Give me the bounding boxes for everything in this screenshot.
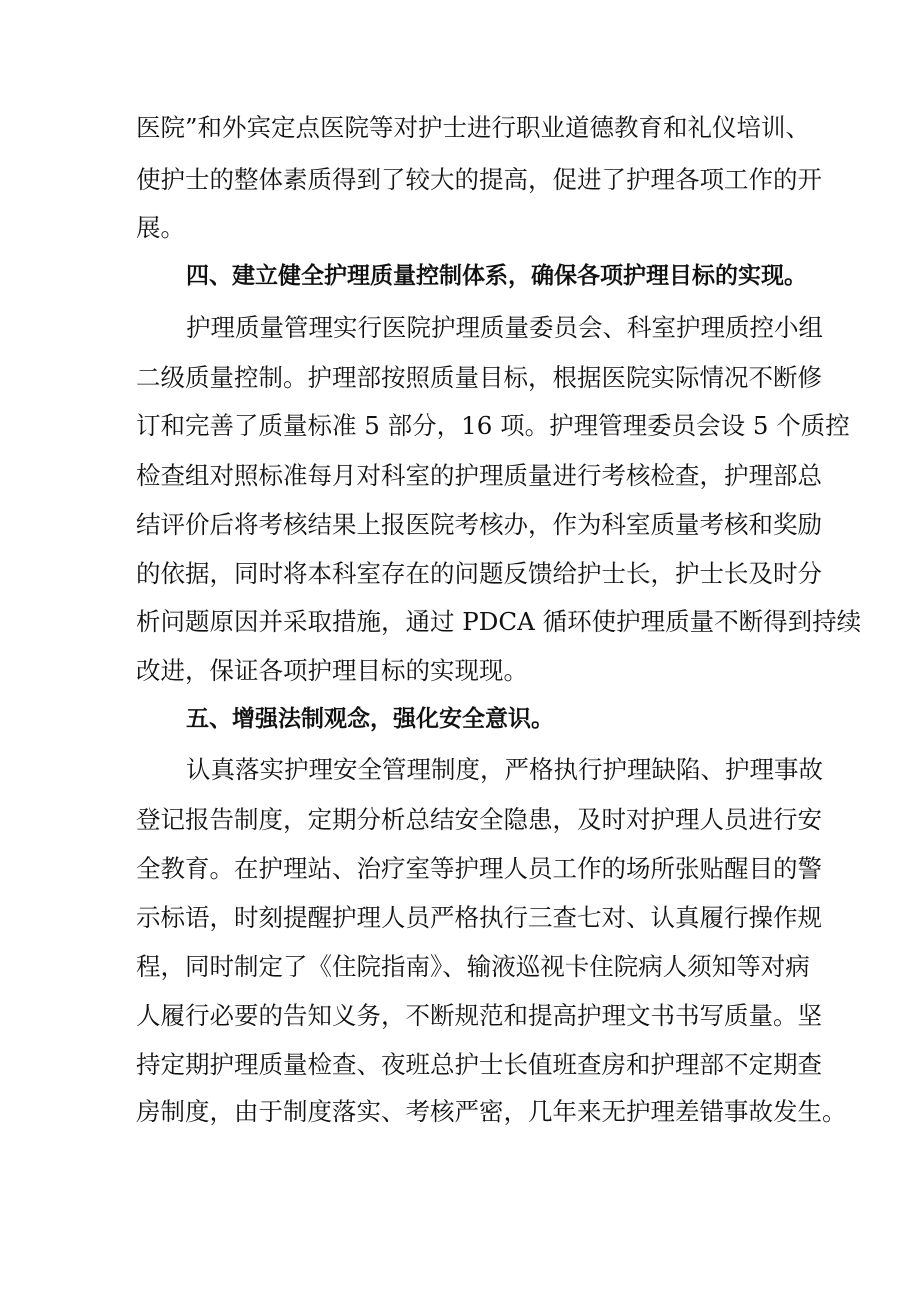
paragraph-line: 护理质量管理实行医院护理质量委员会、科室护理质控小组 [186, 313, 823, 342]
paragraph-line: 的依据，同时将本科室存在的问题反馈给护士长，护士长及时分 [136, 559, 822, 588]
paragraph-line: 登记报告制度，定期分析总结安全隐患，及时对护理人员进行安 [136, 805, 822, 834]
section-heading-4: 四、建立健全护理质量控制体系，确保各项护理目标的实现。 [186, 263, 807, 289]
paragraph-line: 结评价后将考核结果上报医院考核办，作为科室质量考核和奖励 [136, 510, 822, 539]
section-heading-5: 五、增强法制观念，强化安全意识。 [186, 706, 554, 732]
paragraph-line: 使护士的整体素质得到了较大的提高，促进了护理各项工作的开 [136, 165, 822, 194]
paragraph-line: 人履行必要的告知义务，不断规范和提高护理文书书写质量。坚 [136, 1001, 822, 1030]
paragraph-line: 房制度，由于制度落实、考核严密，几年来无护理差错事故发生。 [136, 1097, 847, 1126]
paragraph-line: 全教育。在护理站、治疗室等护理人员工作的场所张贴醒目的警 [136, 854, 822, 883]
paragraph-line: 医院”和外宾定点医院等对护士进行职业道德教育和礼仪培训、 [136, 113, 811, 142]
paragraph-line: 析问题原因并采取措施，通过 PDCA 循环使护理质量不断得到持续 [136, 607, 862, 636]
paragraph-line: 程，同时制定了《住院指南》、输液巡视卡住院病人须知等对病 [136, 952, 810, 981]
paragraph-line: 持定期护理质量检查、夜班总护士长值班查房和护理部不定期查 [136, 1050, 822, 1079]
paragraph-line: 检查组对照标准每月对科室的护理质量进行考核检查，护理部总 [136, 461, 822, 490]
paragraph-line: 订和完善了质量标准 5 部分，16 项。护理管理委员会设 5 个质控 [136, 411, 850, 440]
paragraph-line: 展。 [136, 213, 185, 242]
paragraph-line: 改进，保证各项护理目标的实现现。 [136, 656, 528, 685]
paragraph-line: 示标语，时刻提醒护理人员严格执行三查七对、认真履行操作规 [136, 903, 822, 932]
paragraph-line: 认真落实护理安全管理制度，严格执行护理缺陷、护理事故 [186, 755, 823, 784]
paragraph-line: 二级质量控制。护理部按照质量目标，根据医院实际情况不断修 [136, 363, 822, 392]
